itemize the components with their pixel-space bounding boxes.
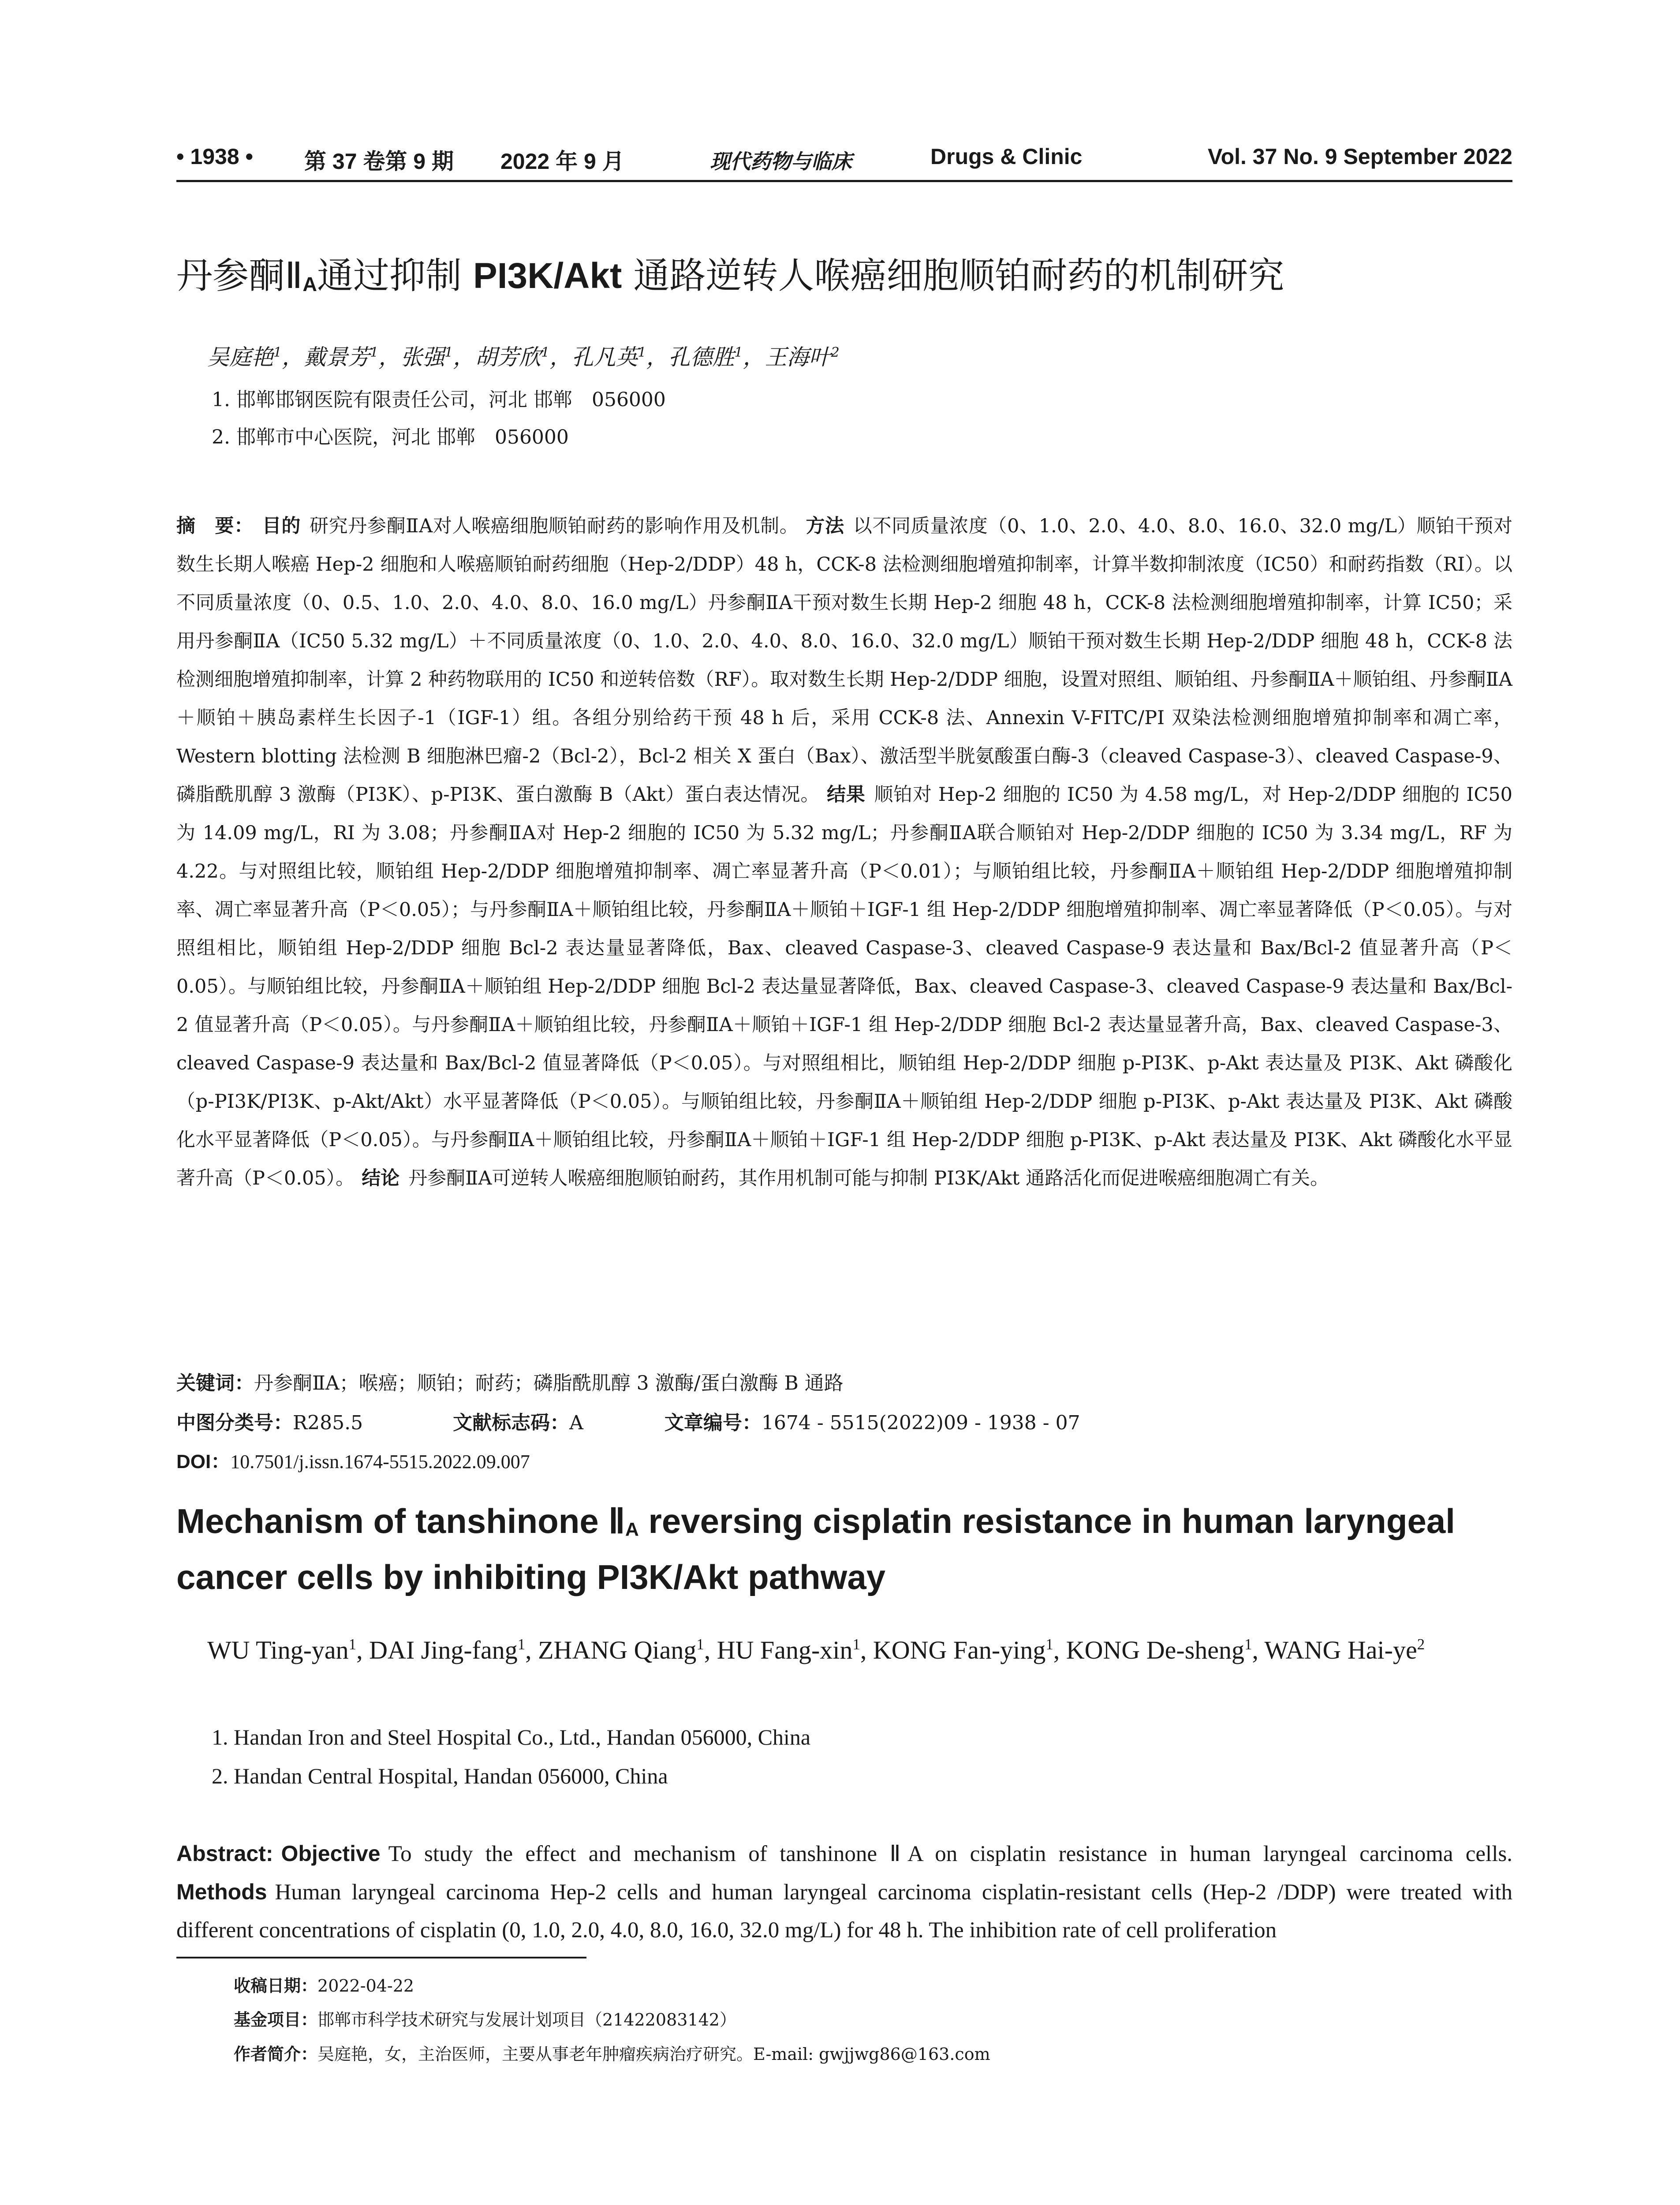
- document-code: A: [569, 1412, 583, 1434]
- footnote-received: 收稿日期：2022-04-22: [234, 1976, 414, 1996]
- author-list-cn: 吴庭艳$^1$，戴景芳$^1$，张强$^1$，胡芳欣$^1$，孔凡英$^1$，孔德胜$^1$，王海叶$^2$: [207, 344, 840, 370]
- objective-label-cn: 目的: [262, 515, 301, 537]
- objective-text-en: To study the effect and mechanism of tanshinone ⅡA on cisplatin resistance in human laryngeal carcinoma cells.: [388, 1842, 1512, 1866]
- objective-label-en: Objective: [281, 1841, 381, 1866]
- results-text-cn: 顺铂对 Hep-2 细胞的 IC50 为 4.58 mg/L，对 Hep-2/DDP 细胞的 IC50 为 14.09 mg/L，RI 为 3.08；丹参酮ⅡA对 Hep-2 细胞的 IC50 为 5.32 mg/L；丹参酮ⅡA联合顺铂对 Hep-2/DDP 细胞的 IC50 为 3.34 mg/L，RF 为 4.22。与对照组比较，顺铂组 Hep-2/DDP 细胞增殖抑制率、凋亡率显著升高（P＜0.01）；与顺铂组比较，丹参酮ⅡA＋顺铂组 Hep-2/DDP 细胞增殖抑制率、凋亡率显著升高（P＜0.05）；与丹参酮ⅡA＋顺铂组比较，丹参酮ⅡA＋顺铂＋IGF-1 组 Hep-2/DDP 细胞增殖抑制率、凋亡率显著降低（P＜0.05）。与对照组相比，顺铂组 Hep-2/DDP 细胞 Bcl-2 表达量显著降低，Bax、cleaved Caspase-3、cleaved Caspase-9 表达量和 Bax/Bcl-2 值显著升高（P＜0.05）。与顺铂组比较，丹参酮ⅡA＋顺铂组 Hep-2/DDP 细胞 Bcl-2 表达量显著降低，Bax、cleaved Caspase-3、cleaved Caspase-9 表达量和 Bax/Bcl-2 值显著升高（P＜0.05）。与丹参酮ⅡA＋顺铂组比较，丹参酮ⅡA＋顺铂＋IGF-1 组 Hep-2/DDP 细胞 Bcl-2 表达量显著升高，Bax、cleaved Caspase-3、cleaved Caspase-9 表达量和 Bax/Bcl-2 值显著降低（P＜0.05）。与对照组相比，顺铂组 Hep-2/DDP 细胞 p-PI3K、p-Akt 表达量及 PI3K、Akt 磷酸化（p-PI3K/PI3K、p-Akt/Akt）水平显著降低（P＜0.05）。与顺铂组比较，丹参酮ⅡA＋顺铂组 Hep-2/DDP 细胞 p-PI3K、p-Akt 表达量及 PI3K、Akt 磷酸化水平显著降低（P＜0.05）。与丹参酮ⅡA＋顺铂组比较，丹参酮ⅡA＋顺铂＋IGF-1 组 Hep-2/DDP 细胞 p-PI3K、p-Akt 表达量及 PI3K、Akt 磷酸化水平显著升高（P＜0.05）。: [176, 784, 1512, 1189]
- abstract-label-cn: 摘 要：: [176, 515, 254, 537]
- doi-line: DOI：10.7501/j.issn.1674-5515.2022.09.007: [176, 1451, 530, 1472]
- chinese-title: 丹参酮$Ⅱ_A$通过抑制 PI3K/Akt 通路逆转人喉癌细胞顺铂耐药的机制研究: [176, 255, 1284, 297]
- conclusion-label-cn: 结论: [362, 1167, 400, 1189]
- methods-text-cn: 以不同质量浓度（0、1.0、2.0、4.0、8.0、16.0、32.0 mg/L）顺铂干预对数生长期人喉癌 Hep-2 细胞和人喉癌顺铂耐药细胞（Hep-2/DDP）48 h，CCK-8 法检测细胞增殖抑制率，计算半数抑制浓度（IC50）和耐药指数（RI）。以不同质量浓度（0、0.5、1.0、2.0、4.0、8.0、16.0 mg/L）丹参酮ⅡA干预对数生长期 Hep-2 细胞 48 h，CCK-8 法检测细胞增殖抑制率，计算 IC50；采用丹参酮ⅡA（IC50 5.32 mg/L）＋不同质量浓度（0、1.0、2.0、4.0、8.0、16.0、32.0 mg/L）顺铂干预对数生长期 Hep-2/DDP 细胞 48 h，CCK-8 法检测细胞增殖抑制率，计算 2 种药物联用的 IC50 和逆转倍数（RF）。取对数生长期 Hep-2/DDP 细胞，设置对照组、顺铂组、丹参酮ⅡA＋顺铂组、丹参酮ⅡA＋顺铂＋胰岛素样生长因子-1（IGF-1）组。各组分别给药干预 48 h 后，采用 CCK-8 法、Annexin V-FITC/PI 双染法检测细胞增殖抑制率和凋亡率，Western blotting 法检测 B 细胞淋巴瘤-2（Bcl-2），Bcl-2 相关 X 蛋白（Bax）、激活型半胱氨酸蛋白酶-3（cleaved Caspase-3）、cleaved Caspase-9、磷脂酰肌醇 3 激酶（PI3K）、p-PI3K、蛋白激酶 B（Akt）蛋白表达情况。: [176, 515, 1513, 806]
- clc-number: R285.5: [293, 1412, 363, 1434]
- keywords-cn: 关键词：丹参酮ⅡA；喉癌；顺铂；耐药；磷脂酰肌醇 3 激酶/蛋白激酶 B 通路: [176, 1372, 844, 1394]
- results-label-cn: 结果: [827, 784, 866, 806]
- article-number: 1674 - 5515(2022)09 - 1938 - 07: [761, 1412, 1080, 1434]
- author-list-en: WU Ting-yan$^1$, DAI Jing-fang$^1$, ZHANG Qiang$^1$, HU Fang-xin$^1$, KONG Fan-ying$^1$, KONG De-sheng$^1$, WANG Hai-$ye^2$: [207, 1636, 1425, 1664]
- journal-page: [176, 0, 1512, 2205]
- doi-link[interactable]: 10.7501/j.issn.1674-5515.2022.09.007: [230, 1451, 530, 1472]
- classification-line: 中图分类号：R285.5 文献标志码：A 文章编号：1674 - 5515(2022)09 - 1938 - 07: [176, 1412, 1080, 1434]
- objective-text-cn: 研究丹参酮ⅡA对人喉癌细胞顺铂耐药的影响作用及机制。: [309, 515, 799, 537]
- running-header: [176, 140, 1512, 182]
- footnote-fund: 基金项目：邯郸市科学技术研究与发展计划项目（21422083142）: [234, 2010, 736, 2029]
- conclusion-text-cn: 丹参酮ⅡA可逆转人喉癌细胞顺铂耐药，其作用机制可能与抑制 PI3K/Akt 通路活化而促进喉癌细胞凋亡有关。: [408, 1167, 1329, 1189]
- date-cn: 2022 年 9 月: [500, 149, 624, 174]
- affiliation-en-2: 2. Handan Central Hospital, Handan 056000, China: [212, 1764, 668, 1788]
- journal-name-cn: 现代药物与临床: [710, 149, 852, 173]
- affiliation-cn-2: 2. 邯郸市中心医院，河北 邯郸 056000: [212, 426, 569, 448]
- english-title: Mechanism of tanshinone $Ⅱ_A$ reversing cisplatin resistance in human laryngeal cancer cells by inhibiting PI3K/Akt pathway: [176, 1502, 1455, 1597]
- affiliation-cn-1: 1. 邯郸邯钢医院有限责任公司，河北 邯郸 056000: [212, 389, 666, 411]
- footnote-divider: [176, 1957, 586, 1958]
- footnote-author-bio: 作者简介：吴庭艳，女，主治医师，主要从事老年肿瘤疾病治疗研究。E-mail: gwjjwg86@163.com: [234, 2044, 990, 2064]
- page-number: • 1938 •: [176, 144, 254, 169]
- issue-cn: 第 37 卷第 9 期: [304, 149, 454, 174]
- abstract-label-en: Abstract:: [176, 1841, 273, 1866]
- abstract-en: [176, 1835, 1512, 1949]
- methods-text-en: Human laryngeal carcinoma Hep-2 cells and human laryngeal carcinoma cisplatin-resistant cells (Hep-2 /DDP) were treated with different concentrations of cisplatin (0, 1.0, 2.0, 4.0, 8.0, 16.0, 32.0 mg/L) for 48 h. The inhibition rate of cell proliferation: [176, 1880, 1512, 1943]
- affiliation-en-1: 1. Handan Iron and Steel Hospital Co., Ltd., Handan 056000, China: [212, 1725, 811, 1749]
- methods-label-en: Methods: [176, 1880, 267, 1904]
- methods-label-cn: 方法: [806, 515, 844, 537]
- abstract-cn: [176, 507, 1512, 1198]
- issue-en: Vol. 37 No. 9 September 2022: [1207, 144, 1512, 169]
- journal-name-en: Drugs & Clinic: [930, 144, 1083, 169]
